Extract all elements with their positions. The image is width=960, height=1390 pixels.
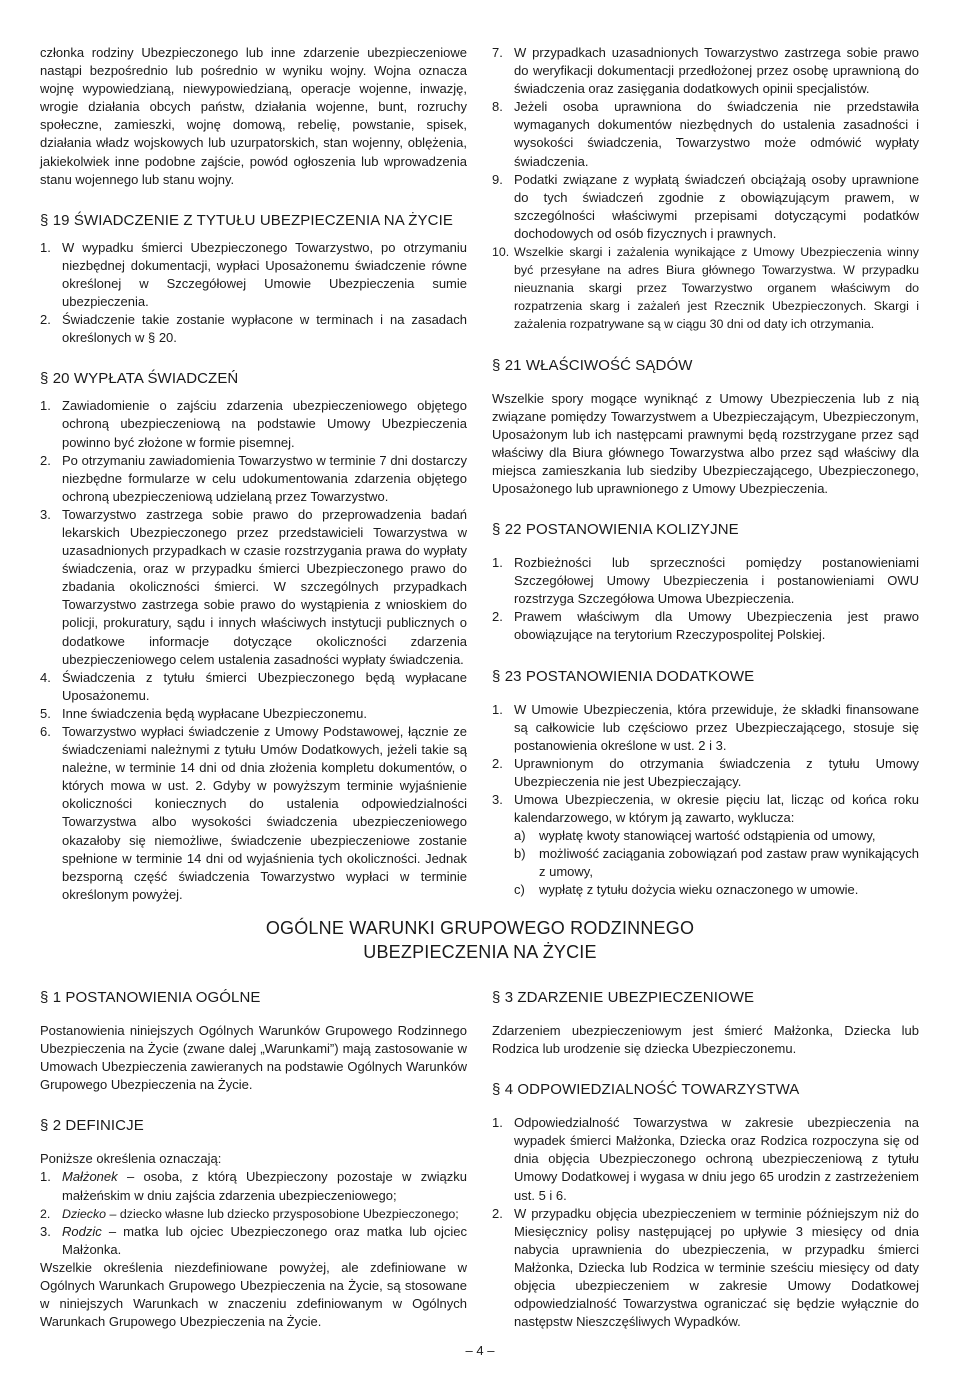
- page-number: – 4 –: [465, 1343, 495, 1358]
- list-item: b) możliwość zaciągania zobowiązań pod zastaw praw wynikających z umowy,: [514, 846, 919, 880]
- section-22-list: [492, 554, 919, 644]
- list-item: c) wypłatę z tytułu dożycia wieku oznaczonego w umowie.: [514, 882, 859, 898]
- list-item: 1. W wypadku śmierci Ubezpieczonego Towarzystwo, po otrzymaniu niezbędnej dokumentacji, wypłaci Uposażonemu świadczenie równe określonej w Szczegółowej Umowie Ubezpieczenia sumie ubezpieczenia.: [40, 239, 467, 310]
- list-item: 2. Prawem właściwym dla Umowy Ubezpieczenia jest prawo obowiązujące na terytorium Rzeczypospolitej Polskiej.: [492, 609, 919, 643]
- list-item: 2. Uprawnionym do otrzymania świadczenia z tytułu Umowy Ubezpieczenia nie jest Ubezpieczający.: [492, 755, 919, 789]
- definition-term: Dziecko: [62, 1206, 107, 1221]
- section-19-title: § 19 ŚWIADCZENIE Z TYTUŁU UBEZPIECZENIA NA ŻYCIE: [40, 211, 453, 229]
- document-title-line-1: OGÓLNE WARUNKI GRUPOWEGO RODZINNEGO: [265, 918, 695, 938]
- section-4-list: [492, 1114, 919, 1331]
- section-1-title: § 1 POSTANOWIENIA OGÓLNE: [40, 989, 261, 1006]
- list-item: a) wypłatę kwoty stanowiącej wartość odstąpienia od umowy,: [514, 828, 876, 844]
- list-item: 1. Małżonek – osoba, z którą Ubezpieczony pozostaje w związku małżeńskim w dniu zajścia zdarzenia ubezpieczeniowego;: [40, 1169, 467, 1203]
- section-23-title: § 23 POSTANOWIENIA DODATKOWE: [492, 667, 755, 685]
- list-item: 7. W przypadkach uzasadnionych Towarzystwo zastrzega sobie prawo do weryfikacji dokumentacji przedłożonej przez osobę uprawnioną do świadczenia oraz zasięgania dodatkowych opinii specjalistów.: [492, 45, 919, 97]
- list-item: 3. Umowa Ubezpieczenia, w okresie pięciu lat, licząc od końca roku kalendarzowego, w którym ją zawarto, wyklucza:: [492, 792, 919, 826]
- list-item: 2. Dziecko – dziecko własne lub dziecko przysposobione Ubezpieczonego;: [40, 1206, 459, 1221]
- list-item: 2. Po otrzymaniu zawiadomienia Towarzystwo w terminie 7 dni dostarczy niezbędne formularze w celu udokumentowania zdarzenia objętego ochroną ubezpieczeniową udzielaną przez Towarzystwo.: [40, 452, 467, 504]
- list-item: 10. Wszelkie skargi i zażalenia wynikające z Umowy Ubezpieczenia winny być przesyłane na adres Biura głównego Towarzystwa. W przypadku nieuznania skargi przez Towarzystwo organem właściwym do rozpatrzenia skarg i zażaleń jest Rzecznik Ubezpieczonych. Skargi i zażalenia rozpatrywane są w ciągu 30 dni od daty ich otrzymania.: [492, 245, 919, 332]
- section-23-list: [492, 701, 919, 828]
- section-2-title: § 2 DEFINICJE: [40, 1117, 144, 1135]
- section-21-text: Wszelkie spory mogące wyniknąć z Umowy Ubezpieczenia lub z nią związane pomiędzy Towarzystwem a Ubezpieczającym, Ubezpieczonym, Uposażonym lub ich następcami prawnymi będą rozstrzygane przez sąd właściwy dla Biura głównego Towarzystwa albo przez sąd właściwy dla miejsca zamieszkania lub siedziby Ubezpieczającego, Ubezpieczonego, Uposażonego lub uprawnionego z Umowy Ubezpieczenia.: [492, 390, 919, 496]
- section-2-outro: Wszelkie określenia niezdefiniowane powyżej, ale zdefiniowane w Ogólnych Warunkach Grupowego Ubezpieczenia na Życie, są stosowane w niniejszych Warunkach w znaczeniu zdefiniowanym w Ogólnych Warunkach Grupowego Ubezpieczenia na Życie.: [40, 1259, 467, 1330]
- list-item: 5. Inne świadczenia będą wypłacane Ubezpieczonemu.: [40, 705, 367, 721]
- definition-term: Małżonek: [62, 1169, 118, 1185]
- document-title-line-2: UBEZPIECZENIA NA ŻYCIE: [363, 942, 597, 962]
- list-item: 3. Towarzystwo zastrzega sobie prawo do przeprowadzenia badań lekarskich Ubezpieczonego przez przedstawicieli Towarzystwa w uzasadnionych przypadkach w czasie rozstrzygania prawa do wypłaty świadczenia, oraz w przypadku śmierci Ubezpieczonego prawo do zbadania okoliczności śmierci. W szczególnych przypadkach Towarzystwo zastrzega sobie prawo do wystąpienia z wnioskiem do policji, prokuratury, sądu i innych właściwych instytucji publicznych o dodatkowe informacje dotyczące okoliczności zdarzenia ubezpieczeniowego celem ustalenia zasadności wypłaty świadczenia.: [40, 506, 467, 667]
- section-2-intro: Poniższe określenia oznaczają:: [40, 1151, 222, 1167]
- list-item: 2. Świadczenie takie zostanie wypłacone w terminach i na zasadach określonych w § 20.: [40, 312, 467, 346]
- bottom-left-column: [40, 988, 467, 1331]
- section-20-title: § 20 WYPŁATA ŚWIADCZEŃ: [40, 370, 239, 388]
- list-item: 4. Świadczenia z tytułu śmierci Ubezpieczonego będą wypłacane Uposażonemu.: [40, 669, 467, 703]
- list-item: 1. Odpowiedzialność Towarzystwa w zakresie ubezpieczenia na wypadek śmierci Małżonka, Dziecka oraz Rodzica rozpoczyna się od dnia objęcia Ubezpieczonego ochroną ubezpieczeniową z tytułu Umowy Dodatkowej i wygasa w dniu jego 65 urodzin z zastrzeżeniem ust. 5 i 6.: [492, 1115, 919, 1203]
- section-4-title: § 4 ODPOWIEDZIALNOŚĆ TOWARZYSTWA: [492, 1081, 800, 1099]
- section-20-continued-list: [492, 44, 919, 334]
- section-1-text: Postanowienia niniejszych Ogólnych Warunków Grupowego Rodzinnego Ubezpieczenia na Życie (zwane dalej „Warunkami”) mają zastosowanie w Umowach Ubezpieczenia zawieranych na podstawie Ogólnych Warunków Grupowego Ubezpieczenia na Życie.: [40, 1023, 467, 1093]
- section-21-title: § 21 WŁAŚCIWOŚĆ SĄDÓW: [492, 356, 693, 374]
- list-item: 1. Zawiadomienie o zajściu zdarzenia ubezpieczeniowego objętego ochroną ubezpieczeniową na podstawie Umowy Ubezpieczenia powinno być złożone w formie pisemnej.: [40, 398, 467, 450]
- list-item: 3. Rodzic – matka lub ojciec Ubezpieczonego oraz matka lub ojciec Małżonka.: [40, 1223, 467, 1257]
- section-19-list: [40, 239, 467, 348]
- list-item: 2. W przypadku objęcia ubezpieczeniem w terminie późniejszym niż do Miesięcznicy polisy następującej po upływie 3 miesięcy od dnia nabycia uprawnienia do ubezpieczenia, w przypadku śmierci Małżonka, Dziecka lub Rodzica w terminie sześciu miesięcy od daty objęcia ubezpieczeniem w zakresie Umowy Dodatkowej odpowiedzialność Towarzystwa ograniczać się będzie wyłącznie do następstw Nieszczęśliwych Wypadków.: [492, 1205, 919, 1330]
- definitions-list: [40, 1168, 467, 1258]
- intro-paragraph: członka rodziny Ubezpieczonego lub inne zdarzenie ubezpieczeniowe nastąpi bezpośrednio lub pośrednio w wyniku wojny. Wojna oznacza wojnę wypowiedzianą, niewypowiedzianą, operacje wojenne, inwazję, wrogie działania obcych państw, działania wojenne, bunt, rozruchy społeczne, zamieszki, wojnę domową, rebelię, powstanie, spisek, działania władz wojskowych lub uzurpatorskich, stan wojenny, oblężenia, jakiekolwiek inne podobne zajście, powód ogłoszenia lub wprowadzenia stanu wojennego lub stanu wojny.: [40, 45, 467, 187]
- list-item: 9. Podatki związane z wypłatą świadczeń obciążają osoby uprawnione do tych świadczeń zgodnie z obowiązującym prawem, w szczególności właściwymi przepisami dotyczącymi podatków dochodowych od osób fizycznych i prawnych.: [492, 171, 919, 241]
- section-22-title: § 22 POSTANOWIENIA KOLIZYJNE: [492, 521, 739, 539]
- bottom-right-column: [492, 988, 919, 1331]
- section-3-title: § 3 ZDARZENIE UBEZPIECZENIOWE: [492, 989, 755, 1006]
- list-item: 1. Rozbieżności lub sprzeczności pomiędzy postanowieniami Szczegółowej Umowy Ubezpieczenia i postanowieniami OWU rozstrzyga Szczegółowa Umowa Ubezpieczenia.: [492, 555, 919, 607]
- list-item: 1. W Umowie Ubezpieczenia, która przewiduje, że składki finansowane są całkowicie lub częściowo przez Ubezpieczającego, stosuje się postanowienia określone w ust. 2 i 3.: [492, 701, 919, 753]
- document-title: [0, 916, 960, 964]
- left-column: [40, 44, 467, 904]
- section-23-sublist: [492, 827, 919, 899]
- section-20-list: [40, 397, 467, 904]
- section-3-text: Zdarzeniem ubezpieczeniowym jest śmierć Małżonka, Dziecka lub Rodzica lub urodzenie się dziecka Ubezpieczonemu.: [492, 1023, 919, 1057]
- definition-term: Rodzic: [62, 1223, 102, 1239]
- list-item: 8. Jeżeli osoba uprawniona do świadczenia nie przedstawiła wymaganych dokumentów niezbędnych do ustalenia zasadności i wysokości świadczenia, Towarzystwo może odmówić wypłaty świadczenia.: [492, 99, 919, 169]
- right-column: [492, 44, 919, 900]
- list-item: 6. Towarzystwo wypłaci świadczenie z Umowy Podstawowej, łącznie ze świadczeniami należnymi z tytułu Umów Dodatkowych, jeżeli takie są należne, w terminie 14 dni od dnia złożenia kompletu dokumentów, o których mowa w ust. 2. Gdyby w powyższym terminie wyjaśnienie okoliczności koniecznych do ustalenia odpowiedzialności Towarzystwa albo wysokości świadczenia ubezpieczeniowego okazałoby się niemożliwe, świadczenie ubezpieczeniowe zostanie spełnione w terminie 14 dni od wyjaśnienia tych okoliczności. Jednak bezsporną część świadczenia Towarzystwo wypłaci w terminie określonym powyżej.: [40, 724, 467, 902]
